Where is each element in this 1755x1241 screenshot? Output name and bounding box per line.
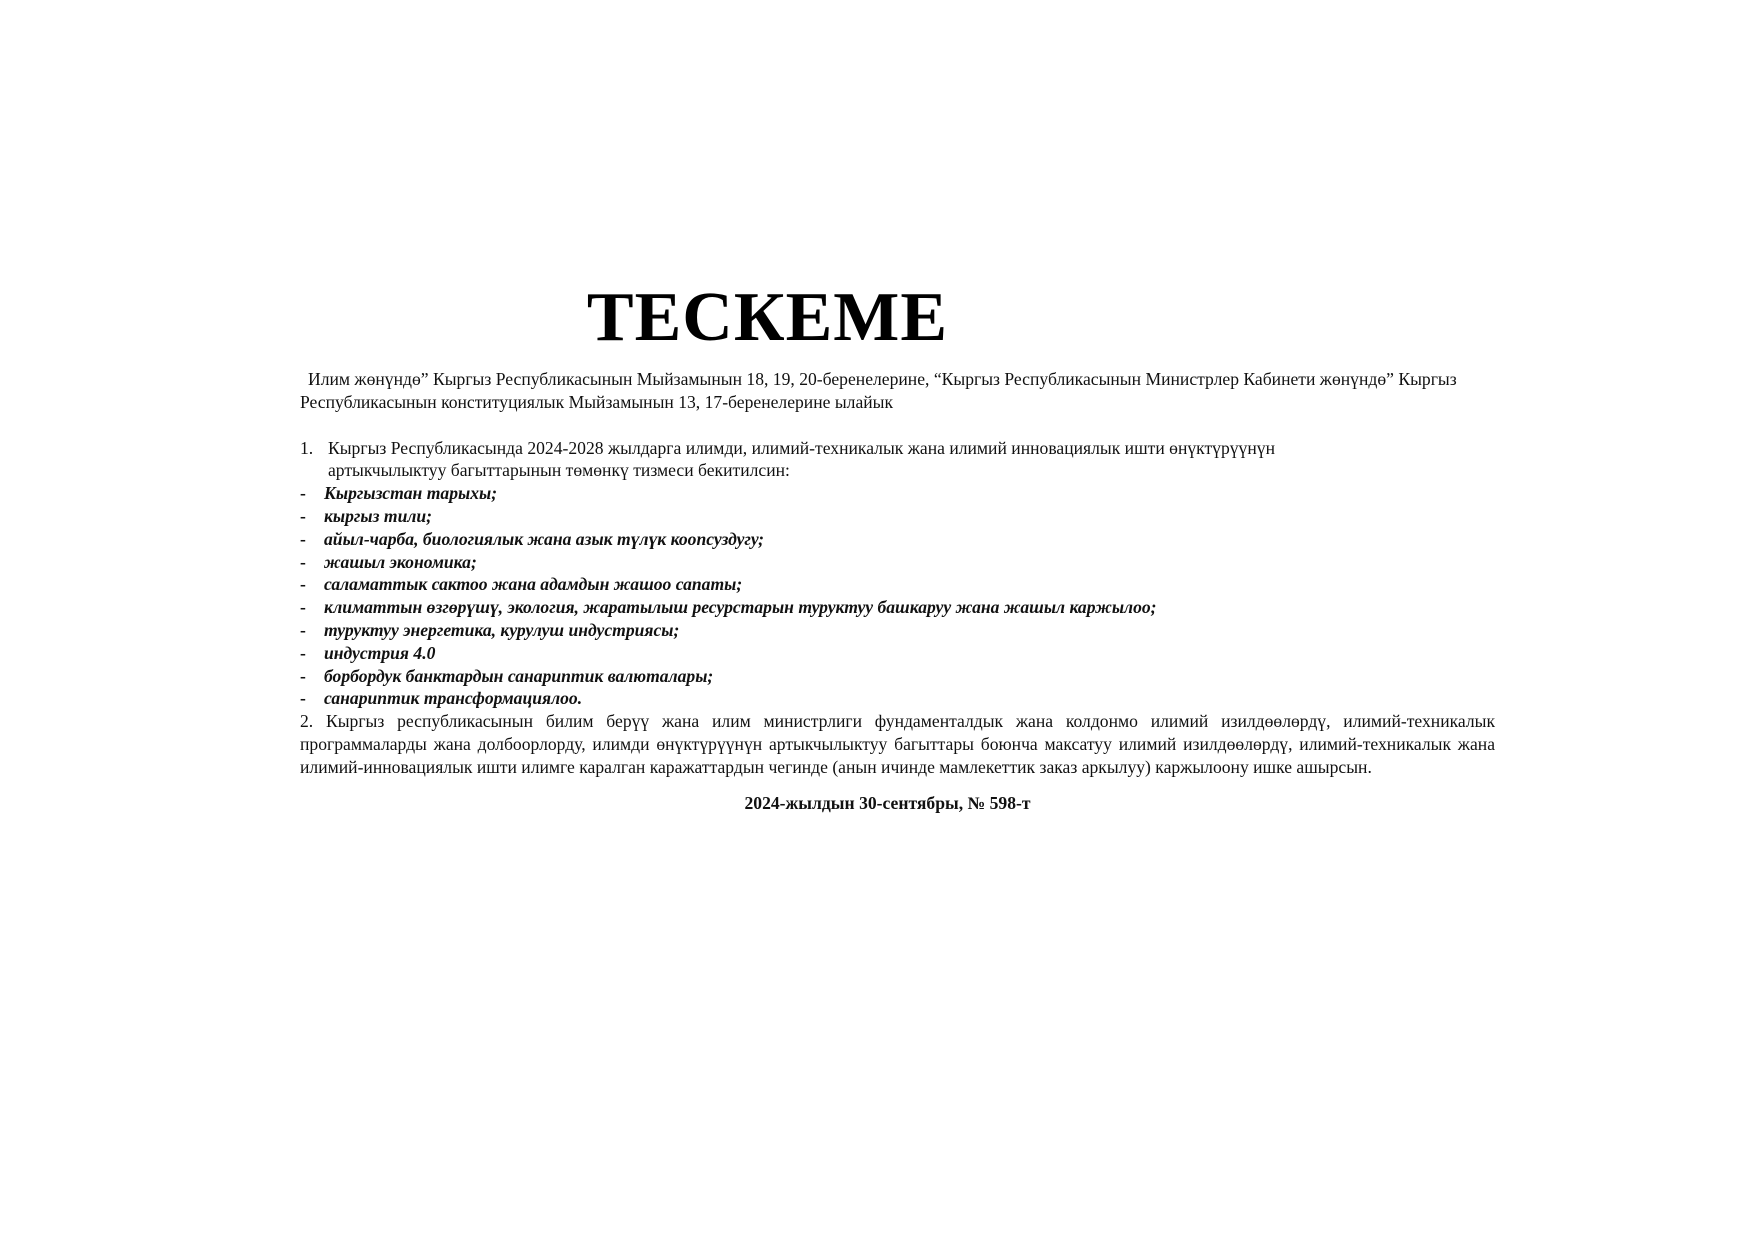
point-1-number: 1. (300, 437, 314, 458)
list-item (300, 687, 1495, 710)
document-title: ТЕСКЕМЕ (586, 279, 949, 356)
preamble-paragraph: Илим жөнүндө” Кыргыз Республикасынын Мыйзамынын 18, 19, 20-беренелерине, “Кыргыз Республикасынын Министрлер Кабинети жөнүндө” Кыргыз Республикасынын конституциялык Мыйзамынын 13, 17-беренелерине ылайык (300, 369, 1457, 412)
list-marker: - (300, 688, 306, 709)
list-item-text: санариптик трансформациялоо. (324, 688, 583, 709)
list-item (300, 573, 1495, 596)
list-item-text: туруктуу энергетика, курулуш индустриясы; (324, 619, 680, 640)
list-item (300, 642, 1495, 665)
list-marker: - (300, 528, 306, 549)
point-1-text: Кыргыз Республикасында 2024-2028 жылдарга илимди, илимий-техникалык жана илимий инновациялык ишти өнүктүрүүнүн артыкчылыктуу багыттарынын төмөнкү тизмеси бекитилсин: (328, 437, 1275, 481)
point-1 (300, 437, 1495, 483)
list-item (300, 482, 1495, 505)
list-item-text: айыл-чарба, биологиялык жана азык түлүк коопсуздугу; (324, 528, 764, 549)
priority-directions-list (300, 482, 1495, 710)
list-marker: - (300, 665, 306, 686)
point-2-paragraph: 2. Кыргыз республикасынын билим берүү жана илим министрлиги фундаменталдык жана колдонмо илимий изилдөөлөрдү, илимий-техникалык программаларды жана долбоорлорду, илимди өнүктүрүүнүн артыкчылыктуу багыттары боюнча максатуу илимий изилдөөлөрдү, илимий-техникалык жана илимий-инновациялык ишти илимге каралган каражаттардын чегинде (анын ичинде мамлекеттик заказ аркылуу) каржылоону ишке ашырсын. (300, 711, 1495, 777)
list-marker: - (300, 574, 306, 595)
list-item (300, 551, 1495, 574)
list-item-text: Кыргызстан тарыхы; (324, 483, 498, 504)
list-marker: - (300, 619, 306, 640)
list-item-text: кыргыз тили; (324, 505, 433, 526)
list-item-text: саламаттык сактоо жана адамдын жашоо сапаты; (324, 574, 743, 595)
list-marker: - (300, 551, 306, 572)
list-item (300, 619, 1495, 642)
list-marker: - (300, 597, 306, 618)
list-item-text: индустрия 4.0 (324, 642, 436, 663)
signature-date-number: 2024-жылдын 30-сентябры, № 598-т (744, 792, 1031, 813)
list-item-text: жашыл экономика; (324, 551, 477, 572)
list-marker: - (300, 483, 306, 504)
list-item (300, 596, 1495, 619)
list-item (300, 505, 1495, 528)
list-marker: - (300, 505, 306, 526)
list-marker: - (300, 642, 306, 663)
list-item-text: климаттын өзгөрүшү, экология, жаратылыш ресурстарын туруктуу башкаруу жана жашыл каржылоо; (324, 597, 1157, 618)
list-item-text: борбордук банктардын санариптик валюталары; (324, 665, 714, 686)
document-body (300, 368, 1495, 814)
list-item (300, 665, 1495, 688)
list-item (300, 528, 1495, 551)
